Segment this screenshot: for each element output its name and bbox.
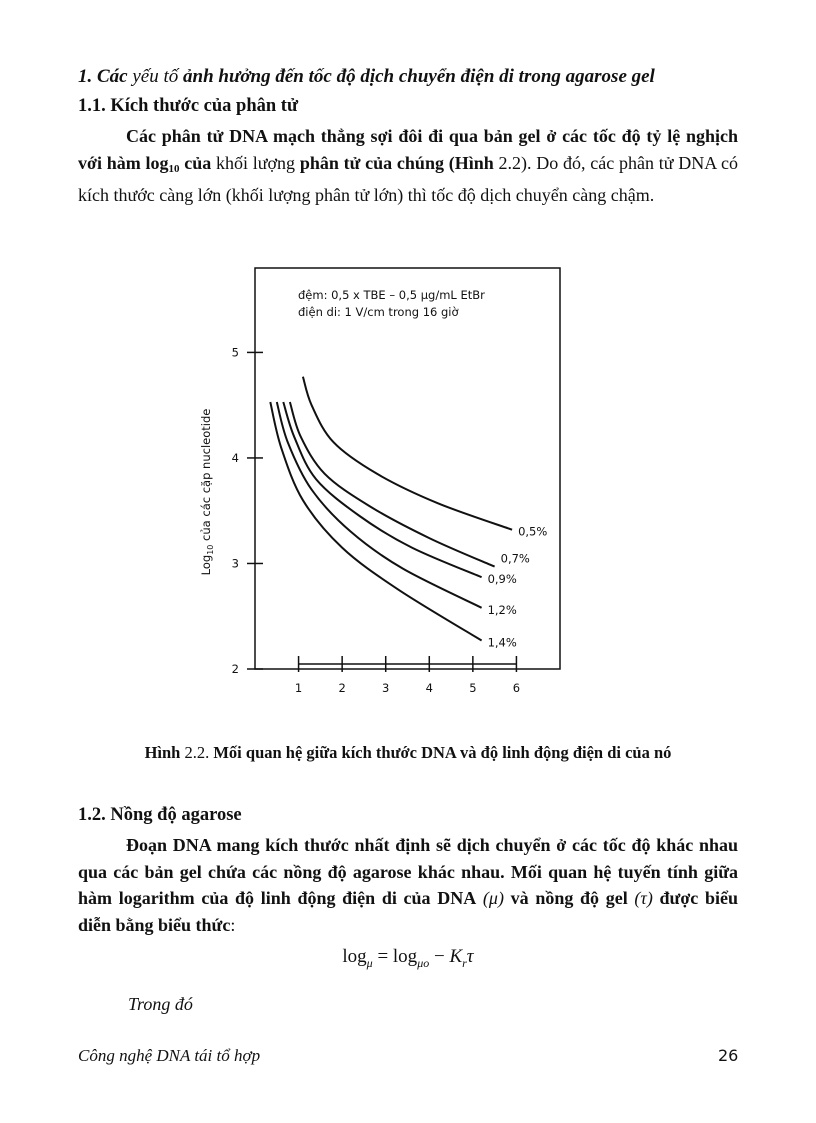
para2-bold3: được biểu diễn bằng biểu thức	[78, 888, 738, 935]
section-heading	[78, 66, 655, 88]
mobility-chart	[190, 262, 580, 702]
y-tick-label-2: 2	[231, 662, 239, 676]
x-tick-label-4: 4	[425, 681, 433, 695]
para2-mu: (μ)	[476, 888, 511, 908]
para1-sub: 10	[168, 162, 180, 175]
para1-normal1: khối lượng	[211, 152, 300, 173]
para1-bold1: Các phân tử DNA mạch thẳng sợi đôi đi qua bản gel ở các tốc độ tỷ lệ nghịch với hàm log	[78, 126, 738, 173]
x-tick-label-2: 2	[338, 681, 346, 695]
x-tick-label-5: 5	[469, 681, 477, 695]
para2-bold1: Đoạn DNA mang kích thước nhất định sẽ dịch chuyển ở các tốc độ khác nhau qua các bản gel chứa các nồng độ agarose khác nhau. Mối quan hệ tuyến tính giữa hàm logarithm của độ linh động điện di của DNA	[78, 835, 738, 908]
x-axis-ticks	[295, 656, 520, 695]
caption-prefix: Hình	[144, 743, 181, 762]
y-axis-ticks	[232, 345, 263, 676]
subsection-heading-size: 1.1. Kích thước của phân tử	[78, 96, 299, 116]
para1-bold3: phân tử của chúng (Hình	[299, 152, 494, 173]
formula-ksub: r	[462, 956, 467, 970]
y-tick-label-4: 4	[231, 450, 239, 465]
heading-rest: ảnh hưởng đến tốc độ dịch chuyển điện di trong agarose gel	[183, 66, 655, 87]
formula-eq: = log	[372, 946, 418, 967]
where-label: Trong đó	[128, 994, 193, 1014]
paragraph-agarose	[78, 832, 738, 938]
series-label-4: 1,4%	[487, 635, 517, 650]
series-labels	[488, 525, 548, 650]
formula-tau: τ	[466, 946, 474, 967]
formula-k: K	[449, 946, 463, 967]
formula	[0, 946, 816, 971]
formula-log1: log	[342, 946, 367, 967]
page-number: 26	[718, 1046, 739, 1065]
heading-prefix: 1. Các	[78, 66, 128, 87]
caption-number: 2.2.	[180, 743, 214, 762]
formula-minus: −	[429, 946, 450, 967]
chart-annotation-1: đệm: 0,5 x TBE – 0,5 μg/mL EtBr	[298, 288, 485, 302]
paragraph-size	[78, 123, 738, 209]
x-tick-label-6: 6	[512, 681, 521, 695]
formula-sub1: μ	[366, 956, 373, 970]
x-tick-label-3: 3	[382, 681, 390, 695]
chart-annotation-2: điện di: 1 V/cm trong 16 giờ	[298, 305, 459, 319]
series-label-3: 1,2%	[487, 602, 517, 617]
footer-title: Công nghệ DNA tái tổ hợp	[78, 1046, 261, 1065]
para2-bold2: và nồng độ gel	[510, 888, 628, 908]
series-curves	[270, 377, 512, 641]
para1-normal2: 2.2). Do đó, các phân tử DNA có kích thước càng lớn (khối lượng phân tử lớn) thì tốc độ dịch chuyển càng chậm.	[78, 152, 739, 205]
y-tick-label-5: 5	[231, 345, 239, 360]
heading-thin: yếu tố	[127, 66, 184, 87]
y-tick-label-3: 3	[231, 556, 239, 571]
x-tick-label-1: 1	[294, 681, 303, 695]
para2-colon: :	[230, 914, 236, 935]
subsection-heading-agarose: 1.2. Nồng độ agarose	[78, 805, 242, 825]
formula-sub2: μo	[417, 956, 430, 970]
series-label-1: 0,7%	[500, 551, 530, 566]
y-axis-label-log: Log	[199, 554, 213, 576]
figure-caption	[0, 743, 816, 763]
y-axis-label	[199, 409, 215, 576]
y-axis-label-sub: 10	[206, 544, 215, 555]
y-axis-label-rest: của các cặp nucleotide	[199, 408, 213, 545]
caption-text: Mối quan hệ giữa kích thước DNA và độ linh động điện di của nó	[213, 743, 672, 762]
para2-tau: (τ)	[627, 888, 660, 908]
series-label-2: 0,9%	[487, 572, 517, 587]
series-line-0	[303, 377, 512, 530]
series-label-0: 0,5%	[518, 524, 548, 539]
para1-bold2: của	[179, 152, 212, 173]
series-line-2	[283, 402, 481, 577]
